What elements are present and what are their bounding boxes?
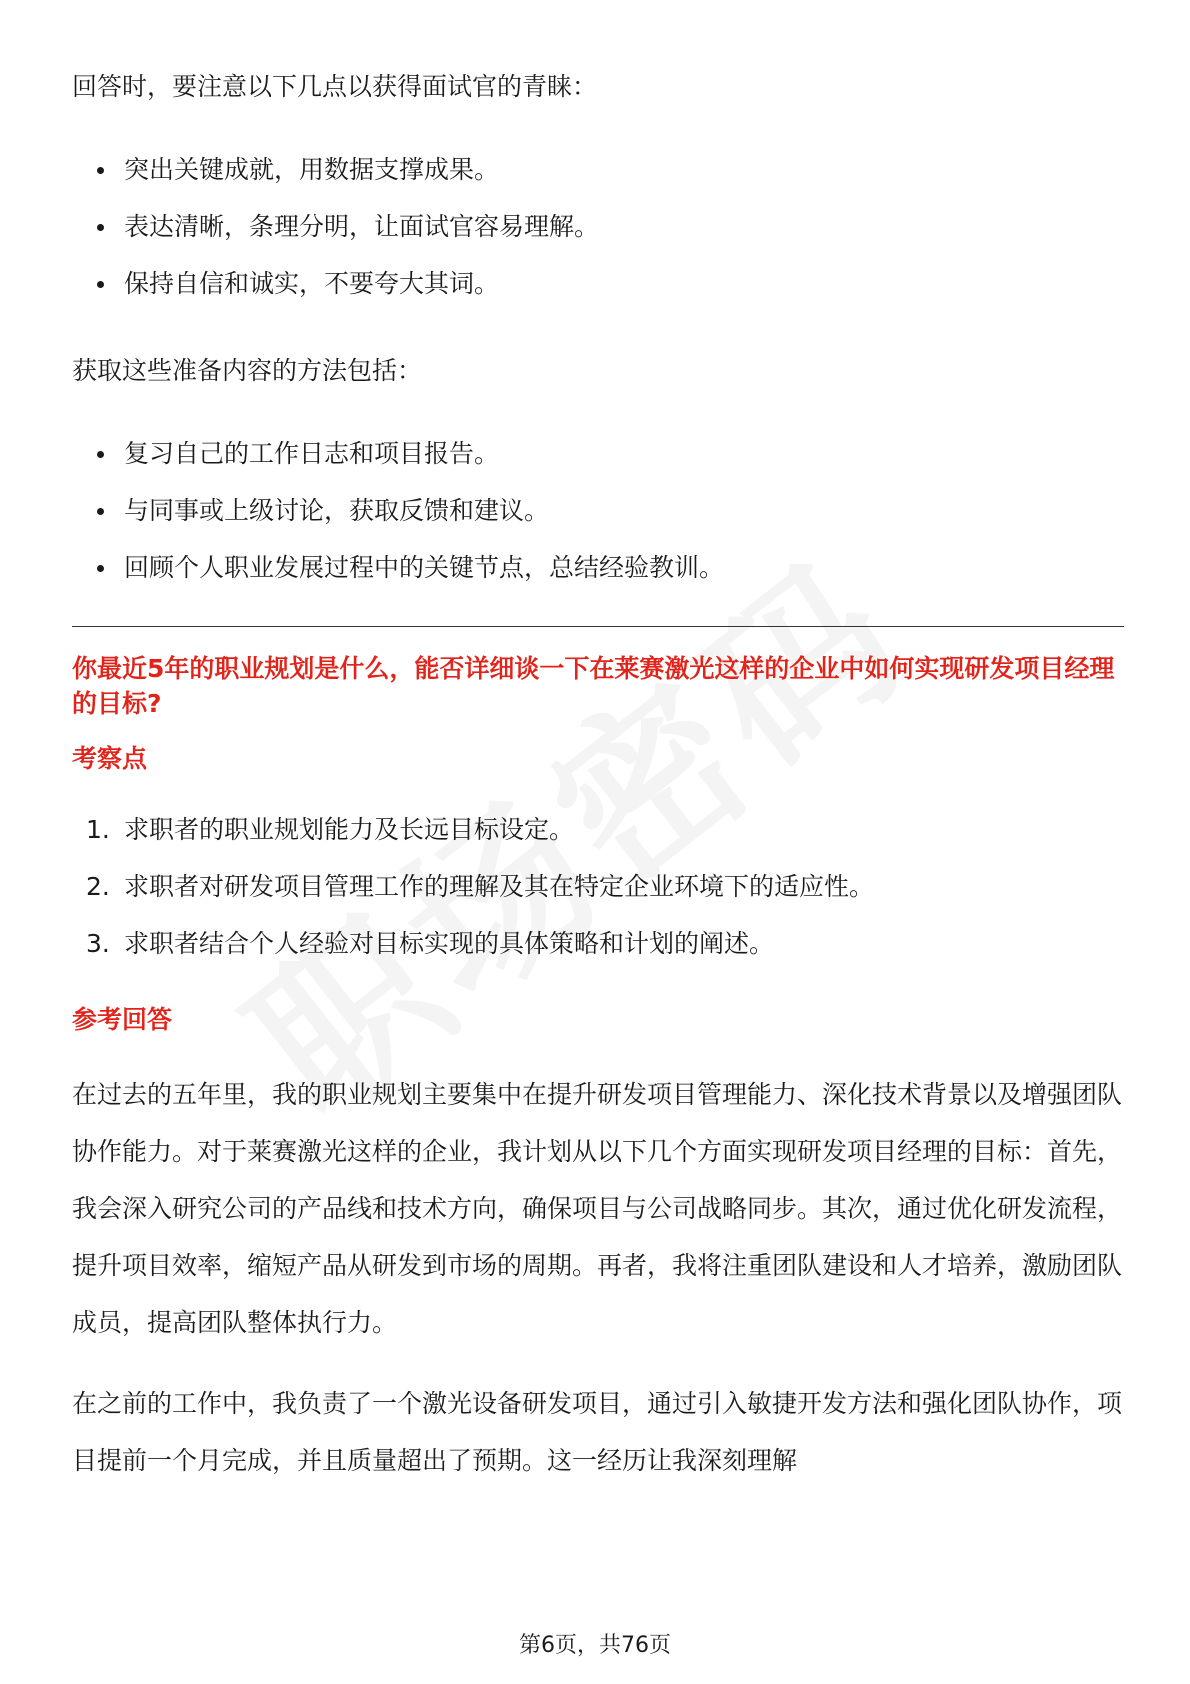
- list-item: 与同事或上级讨论，获取反馈和建议。: [124, 482, 1124, 539]
- answer-paragraph: 在过去的五年里，我的职业规划主要集中在提升研发项目管理能力、深化技术背景以及增强团队协作能力。对于莱赛激光这样的企业，我计划从以下几个方面实现研发项目经理的目标：首先，我会深入研究公司的产品线和技术方向，确保项目与公司战略同步。其次，通过优化研发流程，提升项目效率，缩短产品从研发到市场的周期。再者，我将注重团队建设和人才培养，激励团队成员，提高团队整体执行力。: [72, 1080, 1123, 1337]
- list-item: 表达清晰，条理分明，让面试官容易理解。: [124, 198, 1124, 255]
- answer-body: [72, 1066, 1124, 1489]
- list-item-text: 求职者结合个人经验对目标实现的具体策略和计划的阐述。: [124, 929, 775, 958]
- section-divider: [72, 626, 1124, 627]
- question-heading: 你最近5年的职业规划是什么，能否详细谈一下在莱赛激光这样的企业中如何实现研发项目经理的目标?: [72, 654, 1115, 718]
- list-item: 突出关键成就，用数据支撑成果。: [124, 141, 1124, 198]
- list-item: [86, 858, 1124, 915]
- list-item: [86, 915, 1124, 972]
- list-number: 1.: [86, 815, 110, 844]
- methods-list: [72, 425, 1124, 596]
- list-item: 复习自己的工作日志和项目报告。: [124, 425, 1124, 482]
- points-list: [72, 801, 1124, 972]
- list-item-text: 求职者的职业规划能力及长远目标设定。: [124, 815, 575, 844]
- methods-intro-paragraph: 获取这些准备内容的方法包括：: [72, 356, 423, 385]
- list-number: 3.: [86, 929, 110, 958]
- list-number: 2.: [86, 872, 110, 901]
- list-item-text: 求职者对研发项目管理工作的理解及其在特定企业环境下的适应性。: [124, 872, 875, 901]
- list-item: 保持自信和诚实，不要夸大其词。: [124, 255, 1124, 312]
- list-item: 回顾个人职业发展过程中的关键节点，总结经验教训。: [124, 539, 1124, 596]
- answer-heading: 参考回答: [72, 1005, 173, 1034]
- page-number-footer: 第6页，共76页: [519, 1633, 671, 1658]
- points-heading: 考察点: [72, 744, 148, 773]
- content-area: [72, 58, 1124, 1513]
- list-item: [86, 801, 1124, 858]
- tips-list: [72, 141, 1124, 312]
- answer-paragraph: 在之前的工作中，我负责了一个激光设备研发项目，通过引入敏捷开发方法和强化团队协作，项目提前一个月完成，并且质量超出了预期。这一经历让我深刻理解: [72, 1389, 1123, 1475]
- intro-paragraph: 回答时，要注意以下几点以获得面试官的青睐：: [72, 72, 598, 101]
